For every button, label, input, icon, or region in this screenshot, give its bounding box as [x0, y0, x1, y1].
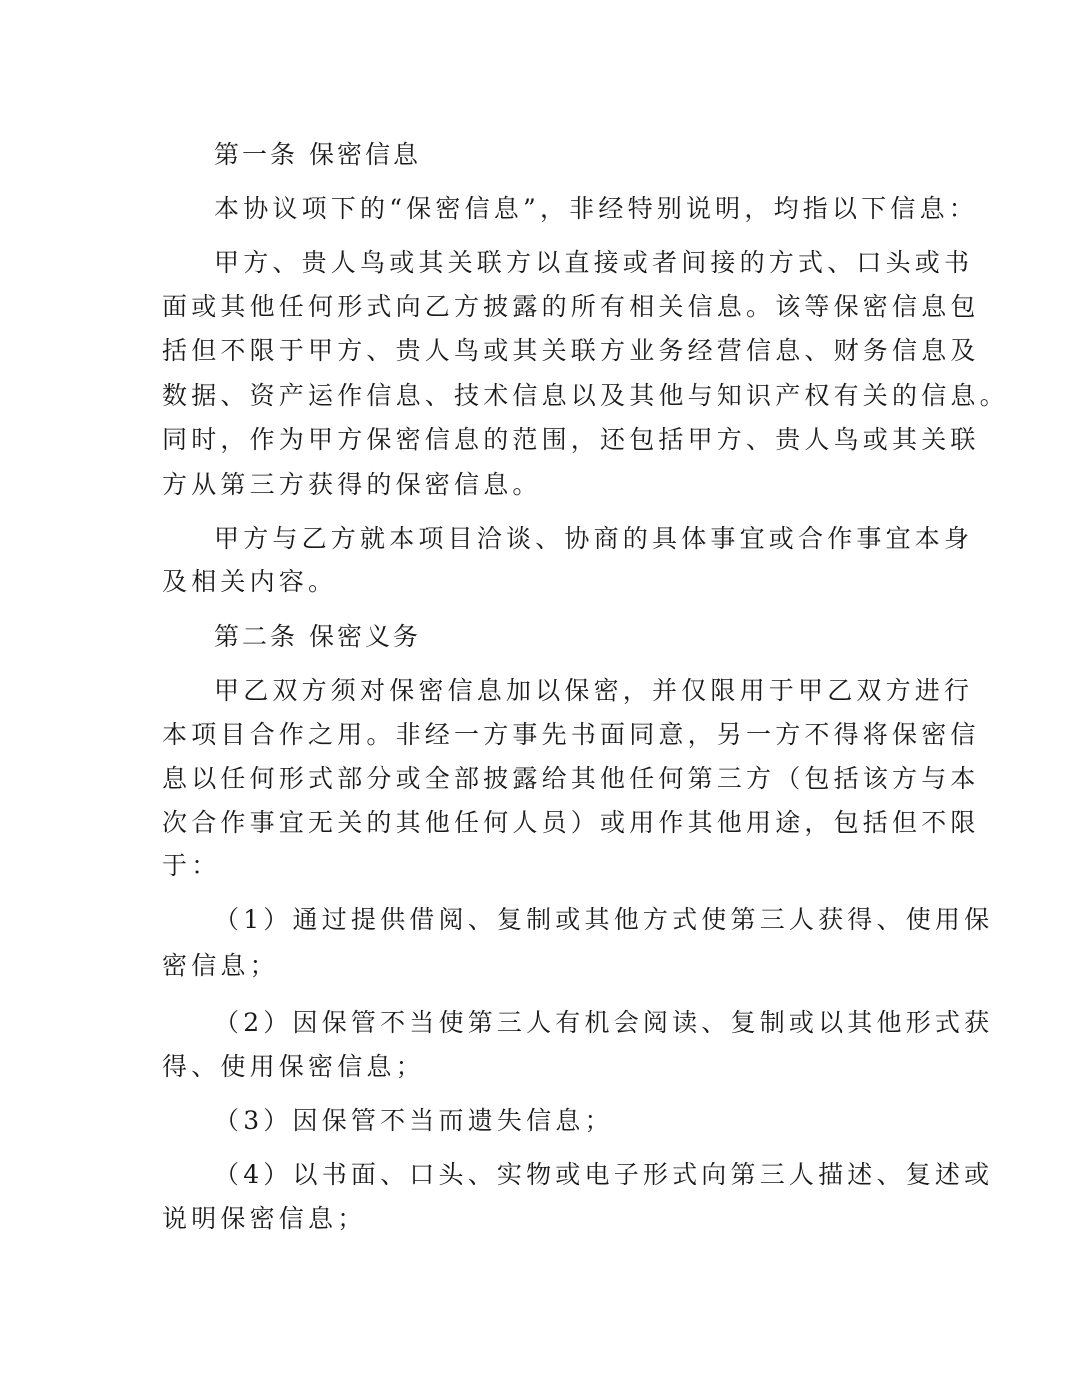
paragraph-line: 甲乙双方须对保密信息加以保密，并仅限用于甲乙双方进行 — [214, 676, 974, 705]
paragraph-line: 数据、资产运作信息、技术信息以及其他与知识产权有关的信息。 — [162, 381, 1009, 410]
section-heading: 第二条 保密义务 — [214, 622, 421, 651]
paragraph-line: 面或其他任何形式向乙方披露的所有相关信息。该等保密信息包 — [162, 292, 980, 321]
paragraph-line: 本项目合作之用。非经一方事先书面同意，另一方不得将保密信 — [162, 720, 980, 749]
paragraph-line: 括但不限于甲方、贵人鸟或其关联方业务经营信息、财务信息及 — [162, 336, 980, 365]
list-item-line: （3）因保管不当而遗失信息； — [214, 1106, 614, 1135]
paragraph-line: 于： — [162, 851, 221, 880]
paragraph-line: 方从第三方获得的保密信息。 — [162, 470, 542, 499]
paragraph-line: 本协议项下的“保密信息”，非经特别说明，均指以下信息： — [214, 194, 978, 223]
paragraph-line: 次合作事宜无关的其他任何人员）或用作其他用途，包括但不限 — [162, 808, 980, 837]
paragraph-line: 同时，作为甲方保密信息的范围，还包括甲方、贵人鸟或其关联 — [162, 425, 980, 454]
paragraph-line: 甲方与乙方就本项目洽谈、协商的具体事宜或合作事宜本身 — [214, 524, 974, 553]
list-item-line: 说明保密信息； — [162, 1204, 367, 1233]
paragraph-line: 及相关内容。 — [162, 567, 338, 596]
paragraph-line: 甲方、贵人鸟或其关联方以直接或者间接的方式、口头或书 — [214, 248, 974, 277]
list-item-line: （4）以书面、口头、实物或电子形式向第三人描述、复述或 — [214, 1160, 994, 1189]
list-item-line: 得、使用保密信息； — [162, 1052, 425, 1081]
list-item-line: （2）因保管不当使第三人有机会阅读、复制或以其他形式获 — [214, 1008, 994, 1037]
list-item-line: （1）通过提供借阅、复制或其他方式使第三人获得、使用保 — [214, 905, 994, 934]
section-heading: 第一条 保密信息 — [214, 140, 421, 169]
list-item-line: 密信息； — [162, 951, 279, 980]
paragraph-line: 息以任何形式部分或全部披露给其他任何第三方（包括该方与本 — [162, 764, 980, 793]
